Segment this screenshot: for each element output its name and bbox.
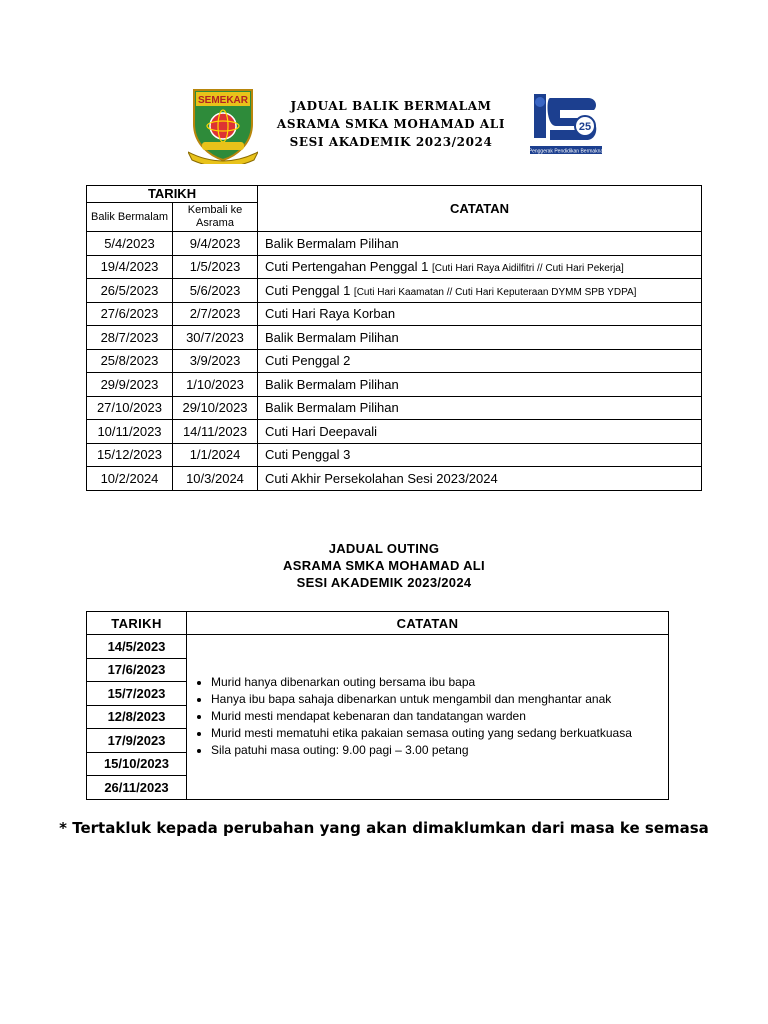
outing-tarikh-header: TARIKH [87,612,187,635]
outing-rule: • Murid mesti mematuhi etika pakaian semasa outing yang sedang berkuatkuasa [211,725,656,742]
outing-date: 15/10/2023 [87,752,187,776]
tarikh-header: TARIKH [87,186,258,203]
outing-date: 17/9/2023 [87,729,187,753]
svg-text:SEMEKAR: SEMEKAR [197,95,249,106]
balik-date: 25/8/2023 [87,349,173,373]
outing-rule: • Murid mesti mendapat kebenaran dan tandatangan warden [211,708,656,725]
catatan-cell [258,232,702,256]
outing-title-line-2: ASRAMA SMKA MOHAMAD ALI [283,558,485,573]
footer-note: * Tertakluk kepada perubahan yang akan dimaklumkan dari masa ke semasa [59,819,709,837]
table-row [87,373,702,397]
outing-date: 26/11/2023 [87,776,187,800]
table-row [87,467,702,491]
balik-date: 26/5/2023 [87,279,173,303]
header-title-line-3: SESI AKADEMIK 2023/2024 [289,135,493,149]
table-row [87,420,702,444]
catatan-text: Balik Bermalam Pilihan [265,329,399,345]
kembali-date: 2/7/2023 [173,302,258,326]
catatan-cell [258,255,702,279]
catatan-text: Balik Bermalam Pilihan [265,400,399,416]
balik-bermalam-subheader: Balik Bermalam [87,203,173,232]
table-row [87,443,702,467]
kembali-date: 9/4/2023 [173,232,258,256]
catatan-cell [258,302,702,326]
outing-date: 14/5/2023 [87,635,187,659]
outing-date: 12/8/2023 [87,705,187,729]
outing-catatan-header: CATATAN [187,612,669,635]
outing-rule: • Murid hanya dibenarkan outing bersama ibu bapa [211,674,656,691]
catatan-header: CATATAN [258,186,702,232]
catatan-text: Cuti Hari Raya Korban [265,306,396,322]
catatan-text: Balik Bermalam Pilihan [265,235,399,251]
balik-date: 10/2/2024 [87,467,173,491]
catatan-text: Cuti Penggal 3 [265,447,351,463]
balik-date: 27/10/2023 [87,396,173,420]
kembali-date: 1/5/2023 [173,255,258,279]
outing-table [86,611,669,800]
kembali-date: 3/9/2023 [173,349,258,373]
outing-title-line-1: JADUAL OUTING [328,541,440,556]
header-title [260,97,522,151]
kembali-asrama-subheader: Kembali ke Asrama [173,203,258,232]
catatan-text: Cuti Penggal 1 [265,282,351,298]
svg-text:25: 25 [578,121,592,133]
balik-date: 5/4/2023 [87,232,173,256]
kembali-date: 1/10/2023 [173,373,258,397]
outing-title [200,540,568,591]
catatan-note: [Cuti Hari Kaamatan // Cuti Hari Keputeraan DYMM SPB YDPA] [353,286,637,298]
catatan-text: Balik Bermalam Pilihan [265,376,399,392]
balik-date: 29/9/2023 [87,373,173,397]
catatan-text: Cuti Penggal 2 [265,353,351,369]
outing-date: 15/7/2023 [87,682,187,706]
balik-date: 10/11/2023 [87,420,173,444]
catatan-cell [258,443,702,467]
catatan-cell [258,396,702,420]
table-row [87,279,702,303]
table-row [87,326,702,350]
table-row [87,255,702,279]
catatan-cell [258,373,702,397]
table-row [87,232,702,256]
balik-date: 28/7/2023 [87,326,173,350]
header-title-line-1: JADUAL BALIK BERMALAM [290,99,492,113]
svg-text:Penggerak Pendidikan Bermakna: Penggerak Pendidikan Bermakna [528,148,604,155]
kembali-date: 1/1/2024 [173,443,258,467]
catatan-cell [258,420,702,444]
outing-notes [187,635,669,800]
catatan-cell [258,349,702,373]
catatan-text: Cuti Hari Deepavali [265,423,378,439]
kembali-date: 10/3/2024 [173,467,258,491]
outing-date: 17/6/2023 [87,658,187,682]
outing-rule: • Sila patuhi masa outing: 9.00 pagi – 3.00 petang [211,742,656,759]
table-row [87,302,702,326]
kembali-date: 30/7/2023 [173,326,258,350]
catatan-text: Cuti Pertengahan Penggal 1 [265,259,429,275]
balik-date: 19/4/2023 [87,255,173,279]
kembali-date: 5/6/2023 [173,279,258,303]
catatan-note: [Cuti Hari Raya Aidilfitri // Cuti Hari Pekerja] [432,263,624,275]
kembali-date: 14/11/2023 [173,420,258,444]
catatan-cell [258,467,702,491]
school-crest-logo [188,86,258,164]
catatan-cell [258,279,702,303]
outing-rule: • Hanya ibu bapa sahaja dibenarkan untuk mengambil dan menghantar anak [211,691,656,708]
table-row [87,349,702,373]
kembali-date: 29/10/2023 [173,396,258,420]
table-row [87,396,702,420]
outing-title-line-3: SESI AKADEMIK 2023/2024 [296,575,472,590]
header-title-line-2: ASRAMA SMKA MOHAMAD ALI [276,117,506,131]
anniversary-logo [528,88,604,164]
balik-bermalam-table [86,185,702,491]
balik-date: 15/12/2023 [87,443,173,467]
catatan-text: Cuti Akhir Persekolahan Sesi 2023/2024 [265,470,498,486]
catatan-cell [258,326,702,350]
balik-date: 27/6/2023 [87,302,173,326]
